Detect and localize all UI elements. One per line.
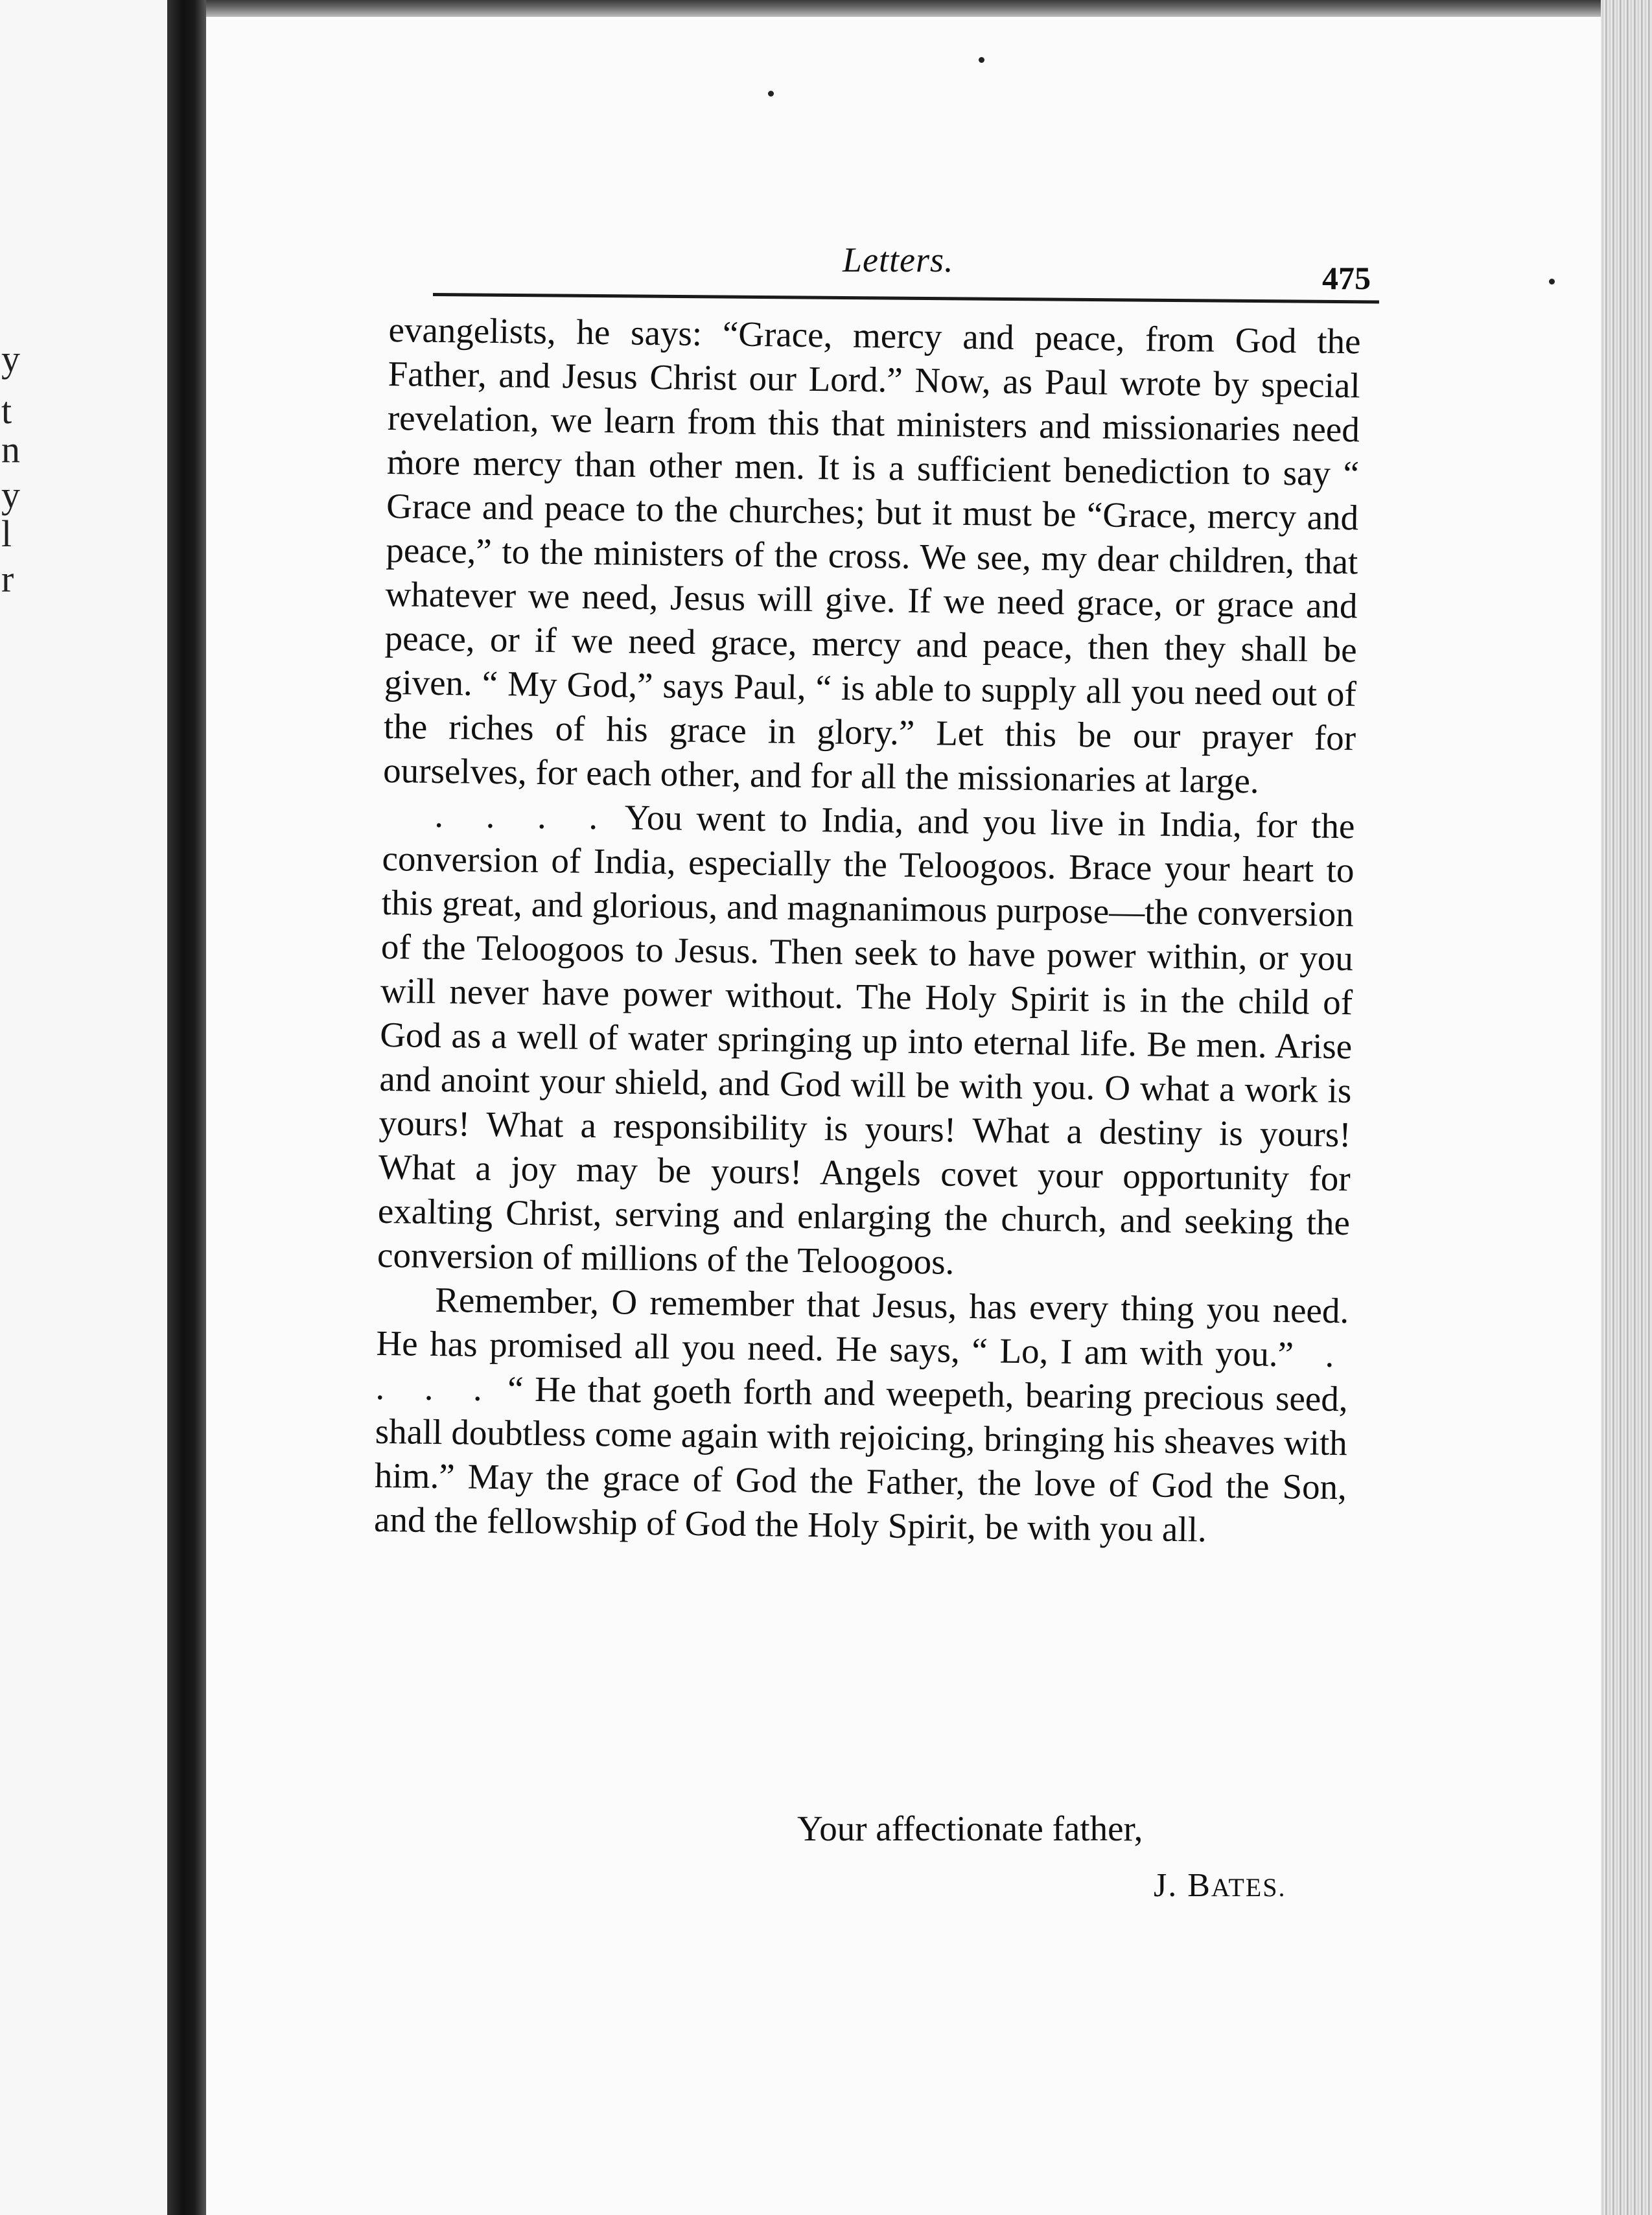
left-page-fragment: y bbox=[1, 338, 20, 380]
paragraph: evangelists, he says: “Grace, mercy and peace, from God the Father, and Jesus Christ our Lord.” Now, as Paul wrote by special revelation, we learn from this that ministers and missionaries need more mercy than other men. It is a sufficient benediction to say “ Grace and peace to the churches; but it must be “Grace, mercy and peace,” to the ministers of the cross. We see, my dear children, that whatever we need, Jesus will give. If we need grace, or grace and peace, or if we need grace, mercy and peace, then they shall be given. “ My God,” says Paul, “ is able to supply all you need out of the riches of his grace in glory.” Let this be our prayer for ourselves, for each other, and for all the missionaries at large. bbox=[382, 309, 1361, 801]
print-speck bbox=[979, 57, 984, 63]
page-edge-right bbox=[1601, 0, 1652, 2215]
paragraph-text: “ He that goeth forth and weepeth, bearing precious seed, shall doubtless come again with rejoicing, bringing his sheaves with him.” May the grace of God the Father, the love of God the Son, and the fellowship of God the Holy Spirit, be with you all. bbox=[373, 1369, 1348, 1549]
left-page-fragment: y bbox=[1, 474, 20, 516]
letter-body bbox=[374, 308, 1361, 1553]
closing-line: Your affectionate father, bbox=[797, 1809, 1143, 1848]
signature-surname: ATES. bbox=[1211, 1873, 1286, 1902]
paragraph bbox=[374, 1277, 1349, 1553]
left-page-fragment: l bbox=[1, 513, 12, 555]
signature bbox=[1154, 1866, 1286, 1905]
print-speck bbox=[768, 91, 774, 97]
ellipsis: . . . . bbox=[434, 794, 612, 837]
left-page-fragment: t bbox=[1, 389, 12, 432]
paragraph-text: You went to India, and you live in India, for the conversion of India, especially the Teloogoos. Brace your heart to this great, and glorious, and magnanimous purpose—the conversion of the Teloogoos to Jesus. Then seek to have power within, or you will never have power without. The Holy Spirit is in the child of God as a well of water springing up into eternal life. Be men. Arise and anoint your shield, and God will be with you. O what a work is yours! What a responsibility is yours! What a destiny is yours! What a joy may be yours! Angels covet your opportunity for exalting Christ, serving and enlarging the church, and seeking the conversion of millions of the Teloogoos. bbox=[377, 797, 1355, 1282]
left-page-fragment: n bbox=[1, 428, 20, 470]
previous-page-edge bbox=[0, 0, 194, 2215]
print-speck bbox=[1549, 279, 1555, 284]
paragraph-text: Remember, O remember that Jesus, has every thing you need. He has promised all you need. He says, “ Lo, I am with you.” bbox=[376, 1279, 1349, 1374]
page-top-shadow bbox=[206, 0, 1652, 17]
page-number: 475 bbox=[1322, 260, 1371, 296]
ellipsis: . . . . bbox=[375, 1334, 1349, 1409]
book-gutter bbox=[167, 0, 206, 2215]
running-header-title: Letters. bbox=[843, 240, 954, 279]
paragraph bbox=[377, 793, 1355, 1289]
left-page-fragment: r bbox=[1, 558, 14, 600]
signature-initial: J. B bbox=[1154, 1867, 1211, 1904]
